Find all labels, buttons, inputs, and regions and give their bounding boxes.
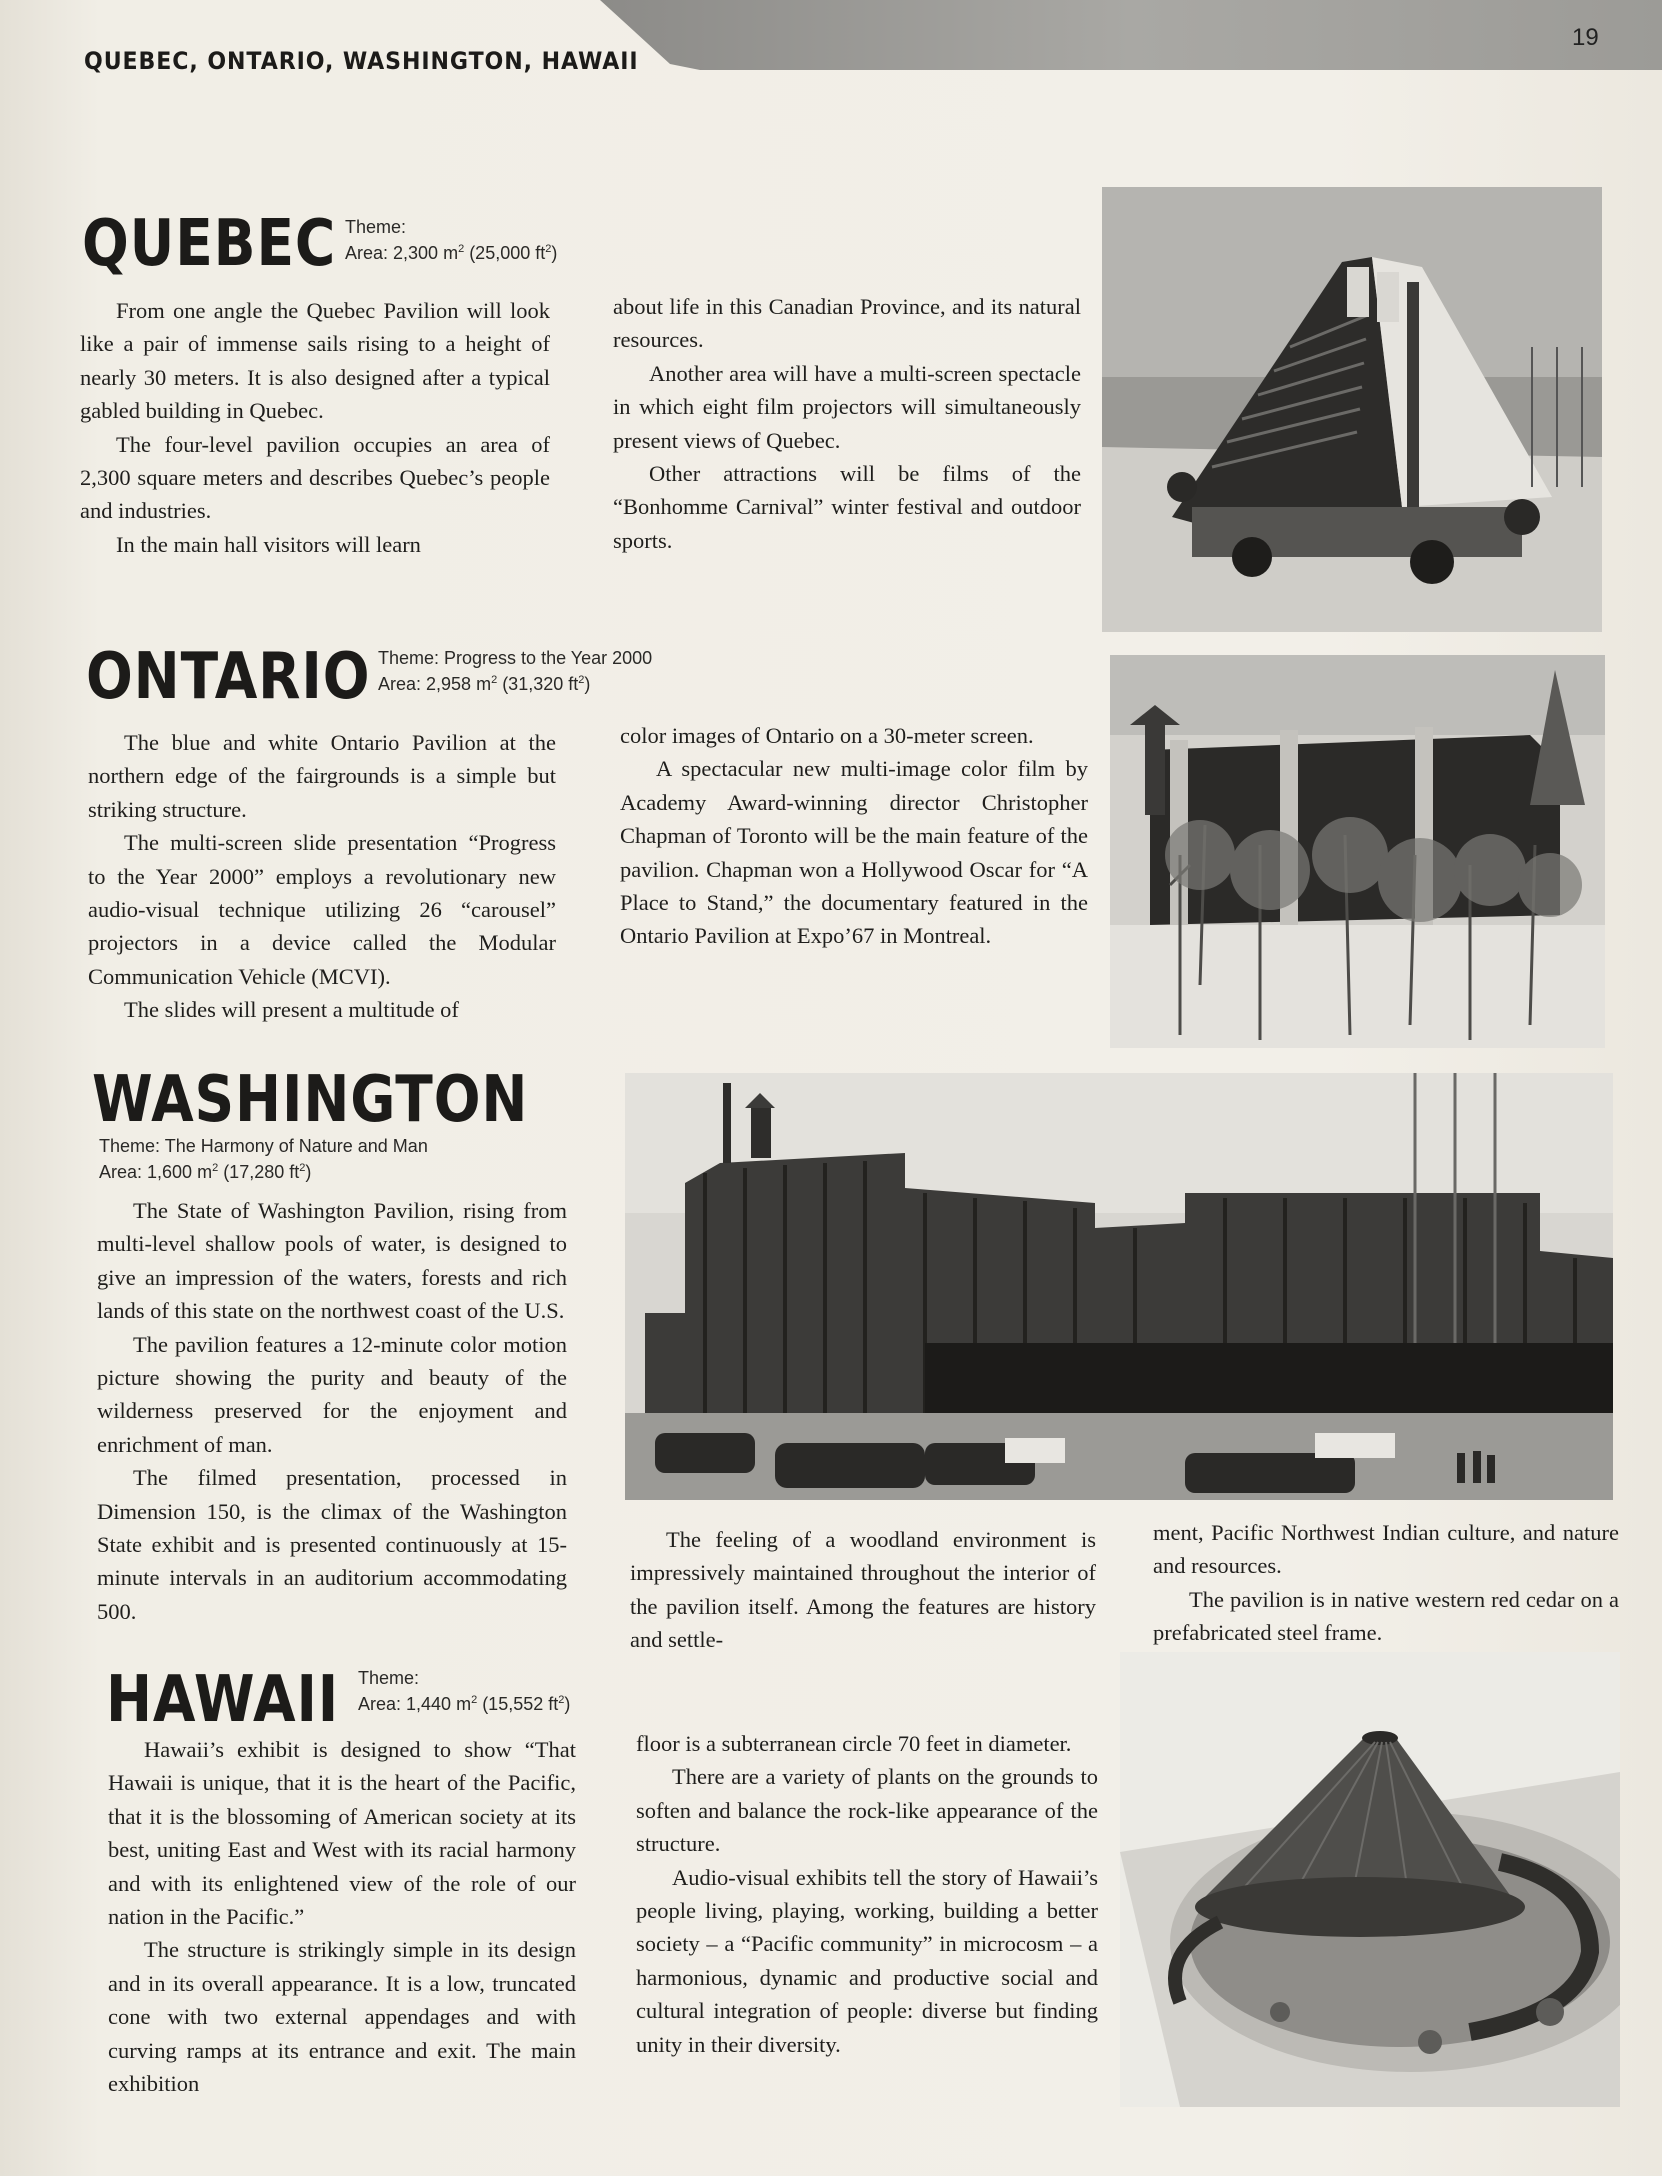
quebec-column-1 <box>80 294 550 561</box>
paragraph: Another area will have a multi-screen spectacle in which eight film projectors will simultaneously present views of Quebec. <box>613 360 1081 453</box>
quebec-theme: Theme: <box>345 217 407 237</box>
paragraph: The four-level pavilion occupies an area of 2,300 square meters and describes Quebec’s people and industries. <box>80 431 550 524</box>
quebec-area: Area: 2,300 $m^2$ (25,000 $ft^2$) <box>345 243 558 263</box>
paragraph: about life in this Canadian Province, and its natural resources. <box>613 294 1081 353</box>
quebec-meta <box>345 216 557 264</box>
paragraph: In the main hall visitors will learn <box>116 531 421 557</box>
quebec-column-2 <box>613 290 1081 557</box>
paragraph: The multi-screen slide presentation “Progress to the Year 2000” employs a revolutionary new audio-visual technique utilizing 26 “carousel” projectors in a device called the Modular Communication Vehicle (MCVI). <box>88 830 556 989</box>
paragraph: ment, Pacific Northwest Indian culture, and nature and resources. <box>1153 1520 1619 1579</box>
ontario-meta <box>378 647 652 695</box>
paragraph: Other attractions will be films of the “Bonhomme Carnival” winter festival and outdoor sports. <box>613 461 1081 553</box>
washington-column-2 <box>630 1523 1096 1657</box>
hawaii-area: Area: 1,440 $m^2$ (15,552 $ft^2$) <box>358 1694 571 1714</box>
hawaii-theme: Theme: <box>358 1668 420 1688</box>
paragraph: The slides will present a multitude of <box>124 997 459 1023</box>
ontario-column-1 <box>88 726 556 1027</box>
section-title-ontario: ONTARIO <box>86 640 371 714</box>
paragraph: The State of Washington Pavilion, rising from multi-level shallow pools of water, is designed to give an impression of the waters, forests and rich lands of this state on the northwest coast of the U.S. <box>97 1198 567 1324</box>
washington-pavilion-photo <box>625 1073 1613 1500</box>
paragraph: Audio-visual exhibits tell the story of Hawaii’s people living, playing, working, building a better society – a “Pacific community” in microcosm – a harmonious, dynamic and productive social and cultural integration of people: diverse but finding unity in their diversity. <box>636 1864 1098 2057</box>
washington-theme: Theme: The Harmony of Nature and Man <box>99 1136 428 1156</box>
hawaii-column-1 <box>108 1733 576 2100</box>
paragraph: The filmed presentation, processed in Dimension 150, is the climax of the Washington State exhibit and is presented continuously at 15-minute intervals in an auditorium accommodating 500. <box>97 1465 567 1624</box>
paragraph: The blue and white Ontario Pavilion at the northern edge of the fairgrounds is a simple but striking structure. <box>88 730 556 822</box>
paragraph: color images of Ontario on a 30-meter screen. <box>620 723 1034 748</box>
paragraph: Hawaii’s exhibit is designed to show “That Hawaii is unique, that it is the heart of the Pacific, that it is the blossoming of American society at its best, uniting East and West with its racial harmony and with its enlightened view of the role of our nation in the Pacific.” <box>108 1737 576 1930</box>
section-title-washington: WASHINGTON <box>92 1063 529 1137</box>
ontario-column-2 <box>620 719 1088 953</box>
paragraph: There are a variety of plants on the grounds to soften and balance the rock-like appearance of the structure. <box>636 1764 1098 1857</box>
washington-column-1 <box>97 1194 567 1628</box>
running-head: QUEBEC, ONTARIO, WASHINGTON, HAWAII <box>84 47 639 75</box>
ontario-area: Area: 2,958 $m^2$ (31,320 $ft^2$) <box>378 674 591 694</box>
paragraph: The pavilion is in native western red cedar on a prefabricated steel frame. <box>1153 1586 1619 1646</box>
section-title-hawaii: HAWAII <box>106 1663 340 1737</box>
hawaii-pavilion-photo <box>1120 1652 1620 2107</box>
paragraph: floor is a subterranean circle 70 feet in diameter. <box>636 1731 1072 1756</box>
ontario-theme: Theme: Progress to the Year 2000 <box>378 648 653 668</box>
paragraph: The feeling of a woodland environment is impressively maintained throughout the interior of the pavilion itself. Among the features are history and settle- <box>630 1527 1096 1653</box>
paragraph: The structure is strikingly simple in its design and in its overall appearance. It is a low, truncated cone with two external appendages and with curving ramps at its entrance and exit. The main exhibition <box>108 1937 576 2097</box>
quebec-pavilion-photo <box>1102 187 1602 632</box>
washington-area: Area: 1,600 $m^2$ (17,280 $ft^2$) <box>99 1162 312 1182</box>
paragraph: From one angle the Quebec Pavilion will look like a pair of immense sails rising to a height of nearly 30 meters. It is also designed after a typical gabled building in Quebec. <box>80 298 550 424</box>
ontario-pavilion-photo <box>1110 655 1605 1048</box>
washington-meta <box>99 1135 428 1183</box>
section-title-quebec: QUEBEC <box>82 207 337 281</box>
hawaii-meta <box>358 1667 570 1715</box>
washington-column-3 <box>1153 1516 1619 1650</box>
hawaii-column-2 <box>636 1727 1098 2061</box>
page-number: 19 <box>1572 24 1599 51</box>
paragraph: The pavilion features a 12-minute color motion picture showing the purity and beauty of the wilderness preserved for the enjoyment and enrichment of man. <box>97 1331 567 1457</box>
paragraph: A spectacular new multi-image color film by Academy Award-winning director Christopher Chapman of Toronto will be the main feature of the pavilion. Chapman won a Hollywood Oscar for “A Place to Stand,” the documentary featured in the Ontario Pavilion at Expo’67 in Montreal. <box>620 756 1088 949</box>
